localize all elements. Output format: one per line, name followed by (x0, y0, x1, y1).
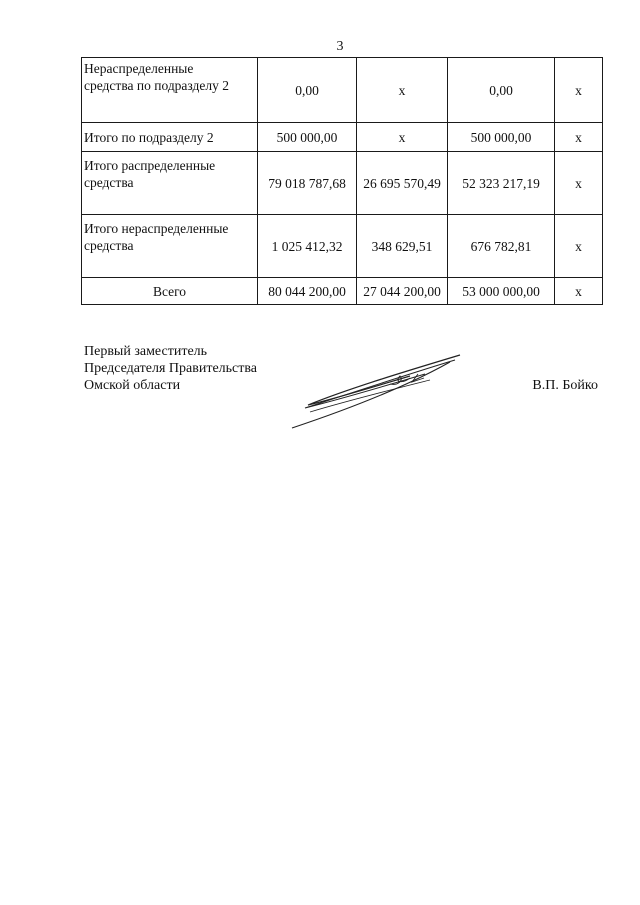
row-label-line: Итого нераспределенные (84, 221, 229, 236)
row-label-line: средства по подразделу 2 (84, 78, 229, 93)
row-label-line: Нераспределенные (84, 61, 194, 76)
row-label (82, 215, 258, 278)
row-label: Всего (82, 278, 258, 305)
table-row (82, 215, 603, 278)
value-cell: х (555, 152, 603, 215)
value-cell: 348 629,51 (357, 215, 448, 278)
table-row (82, 152, 603, 215)
table-row (82, 123, 603, 152)
total-cell: 0,00 (258, 58, 357, 123)
value-cell: 0,00 (448, 58, 555, 123)
total-cell: 79 018 787,68 (258, 152, 357, 215)
value-cell: х (357, 58, 448, 123)
table-row (82, 278, 603, 305)
budget-table (81, 57, 603, 305)
row-label-line: Итого распределенные (84, 158, 216, 173)
page-number: 3 (336, 39, 344, 54)
value-cell: х (555, 215, 603, 278)
value-cell: х (555, 278, 603, 305)
signer-name: В.П. Бойко (532, 378, 598, 393)
value-cell: 27 044 200,00 (357, 278, 448, 305)
value-cell: 676 782,81 (448, 215, 555, 278)
row-label: Итого по подразделу 2 (82, 123, 258, 152)
value-cell: 26 695 570,49 (357, 152, 448, 215)
signer-title-line: Первый заместитель (84, 344, 208, 359)
total-cell: 1 025 412,32 (258, 215, 357, 278)
signer-title-line: Председателя Правительства (84, 361, 258, 376)
table-row (82, 58, 603, 123)
row-label-line: средства (84, 238, 134, 253)
value-cell: 53 000 000,00 (448, 278, 555, 305)
value-cell: х (555, 58, 603, 123)
row-label-line: средства (84, 175, 134, 190)
total-cell: 80 044 200,00 (258, 278, 357, 305)
value-cell: 500 000,00 (448, 123, 555, 152)
row-label (82, 58, 258, 123)
signature-block (84, 343, 257, 394)
handwritten-signature (290, 350, 465, 430)
value-cell: 52 323 217,19 (448, 152, 555, 215)
row-label (82, 152, 258, 215)
total-cell: 500 000,00 (258, 123, 357, 152)
value-cell: х (555, 123, 603, 152)
value-cell: х (357, 123, 448, 152)
signer-title-line: Омской области (84, 378, 181, 393)
